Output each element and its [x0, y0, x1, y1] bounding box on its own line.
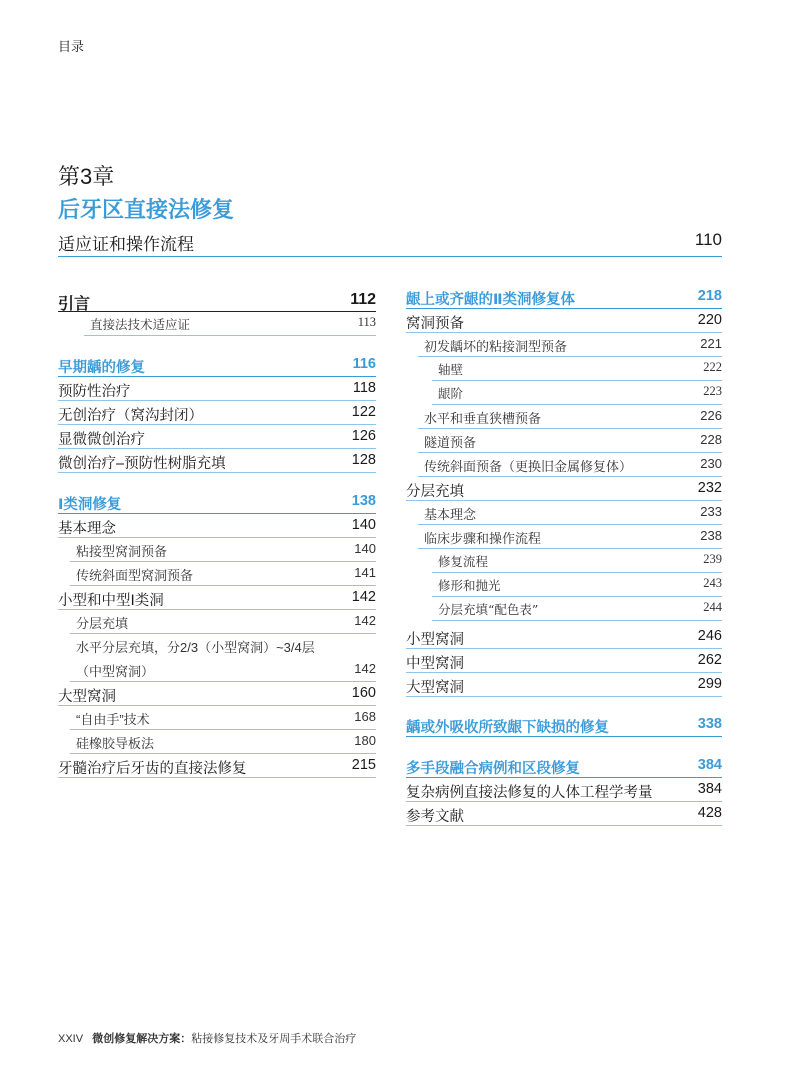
toc-entry[interactable] [432, 381, 722, 405]
toc-entry[interactable] [58, 514, 376, 538]
toc-entry[interactable] [58, 449, 376, 473]
toc-entry[interactable] [406, 802, 722, 826]
toc-title: 水平分层充填，分2/3（小型窝洞）~3/4层 [76, 640, 315, 655]
toc-title: 粘接型窝洞预备 [76, 544, 168, 559]
page-number: 233 [700, 504, 722, 519]
page-number: 140 [354, 541, 376, 556]
toc-section-class-ii[interactable] [406, 285, 722, 309]
toc-title: 硅橡胶导板法 [76, 736, 155, 751]
toc-entry[interactable] [58, 425, 376, 449]
footer-book-title-bold: 微创修复解决方案： [92, 1033, 192, 1045]
toc-entry[interactable] [418, 501, 722, 525]
toc-title: 微创治疗–预防性树脂充填 [58, 456, 226, 472]
page-number: 384 [697, 781, 722, 797]
header-label: 目录 [58, 39, 85, 54]
page-number: 160 [351, 685, 376, 701]
page-number: 221 [700, 336, 722, 351]
page-number: 215 [351, 757, 376, 773]
toc-title: 传统斜面型窝洞预备 [76, 568, 194, 583]
toc-title: 分层充填 [76, 616, 129, 631]
toc-entry[interactable] [58, 586, 376, 610]
toc-entry[interactable] [406, 477, 722, 501]
toc-title: 引言 [58, 296, 91, 313]
page-number: 232 [697, 480, 722, 496]
toc-title: 无创治疗（窝沟封闭） [58, 408, 203, 424]
page-number: 142 [351, 589, 376, 605]
page-number: 220 [697, 312, 722, 328]
page-number: 116 [352, 356, 376, 372]
page-number: 246 [697, 628, 722, 644]
toc-entry[interactable] [432, 549, 722, 573]
toc-title: 窝洞预备 [406, 316, 464, 332]
toc-section-multidisciplinary[interactable] [406, 754, 722, 778]
page-number: 338 [697, 716, 722, 732]
toc-title: 传统斜面预备（更换旧金属修复体） [424, 459, 633, 474]
toc-entry[interactable] [406, 309, 722, 333]
toc-entry[interactable] [418, 525, 722, 549]
toc-entry[interactable] [70, 538, 376, 562]
page-number: 122 [351, 404, 376, 420]
toc-entry[interactable] [406, 649, 722, 673]
toc-section-class-i[interactable] [58, 490, 376, 514]
page-number: 239 [703, 552, 722, 566]
page-number: 238 [700, 528, 722, 543]
toc-entry[interactable] [418, 429, 722, 453]
toc-title: 分层充填 [406, 484, 464, 500]
toc-entry[interactable] [58, 377, 376, 401]
toc-entry[interactable] [70, 610, 376, 634]
page-number: 141 [354, 565, 376, 580]
chapter-subtitle-row[interactable] [58, 230, 722, 257]
toc-title: 基本理念 [424, 507, 477, 522]
toc-entry[interactable] [432, 357, 722, 381]
toc-entry[interactable] [418, 333, 722, 357]
toc-title: 显微微创治疗 [58, 432, 145, 448]
toc-entry[interactable] [70, 730, 376, 754]
page-number: 128 [351, 452, 376, 468]
page-number: 230 [700, 456, 722, 471]
page-number: 142 [354, 613, 376, 628]
toc-section-subgingival[interactable] [406, 713, 722, 737]
toc-title: 预防性治疗 [58, 384, 131, 400]
toc-entry[interactable] [84, 312, 376, 336]
toc-title: 龈阶 [438, 386, 464, 401]
toc-title: 修形和抛光 [438, 578, 501, 593]
toc-entry[interactable] [418, 453, 722, 477]
toc-title: 临床步骤和操作流程 [424, 531, 542, 546]
page-footer [58, 1030, 356, 1046]
page-number: 223 [703, 384, 722, 398]
page-number: 299 [697, 676, 722, 692]
toc-entry[interactable] [432, 597, 722, 621]
toc-title: 复杂病例直接法修复的人体工程学考量 [406, 785, 653, 801]
toc-entry[interactable] [406, 778, 722, 802]
toc-entry-intro[interactable] [58, 288, 376, 312]
page-number: 168 [354, 709, 376, 724]
chapter-number: 第3章 [58, 164, 115, 189]
page-number: 110 [694, 230, 722, 249]
page-number: 113 [357, 315, 376, 329]
toc-title: 分层充填“配色表” [438, 602, 539, 617]
page-number: 126 [351, 428, 376, 444]
toc-title: 早期龋的修复 [58, 360, 145, 376]
toc-title: “自由手”技术 [76, 712, 150, 727]
toc-title: 小型和中型Ⅰ类洞 [58, 593, 164, 609]
page-number: 180 [354, 733, 376, 748]
page-number: 226 [700, 408, 722, 423]
page-number: 244 [703, 600, 722, 614]
toc-title: （中型窝洞） [76, 664, 155, 679]
toc-entry[interactable] [406, 625, 722, 649]
toc-entry[interactable] [418, 405, 722, 429]
toc-entry-wrapped-line1[interactable] [70, 634, 376, 657]
page-number: 218 [697, 288, 722, 304]
toc-title: 初发龋坏的粘接洞型预备 [424, 339, 568, 354]
toc-title: 隧道预备 [424, 435, 477, 450]
chapter-title: 后牙区直接法修复 [58, 197, 235, 222]
toc-title: 大型窝洞 [406, 680, 464, 696]
toc-entry-wrapped-line2[interactable] [70, 658, 376, 682]
toc-entry[interactable] [58, 754, 376, 778]
toc-title: 修复流程 [438, 554, 489, 569]
toc-entry[interactable] [58, 682, 376, 706]
toc-entry[interactable] [70, 562, 376, 586]
toc-title: 牙髓治疗后牙齿的直接法修复 [58, 761, 247, 777]
toc-title: 直接法技术适应证 [90, 317, 191, 332]
toc-title: 中型窝洞 [406, 656, 464, 672]
toc-title: 轴壁 [438, 362, 464, 377]
page-number: 138 [351, 493, 376, 509]
toc-title: 大型窝洞 [58, 689, 116, 705]
toc-title: 小型窝洞 [406, 632, 464, 648]
page-number: 118 [352, 380, 376, 396]
page-number: 262 [697, 652, 722, 668]
toc-title: 龋或外吸收所致龈下缺损的修复 [406, 720, 609, 736]
toc-title: 基本理念 [58, 521, 116, 537]
footer-book-title: 粘接修复技术及牙周手术联合治疗 [191, 1033, 357, 1045]
chapter-subtitle: 适应证和操作流程 [58, 235, 194, 254]
toc-title: 参考文献 [406, 809, 464, 825]
page-number: 142 [354, 661, 376, 676]
page-number: 384 [697, 757, 722, 773]
toc-title: 多手段融合病例和区段修复 [406, 761, 580, 777]
footer-page-number: XXIV [58, 1033, 84, 1045]
page-number: 243 [703, 576, 722, 590]
toc-title: Ⅰ类洞修复 [58, 497, 122, 513]
page-number: 112 [350, 291, 376, 308]
toc-entry[interactable] [58, 401, 376, 425]
toc-title: 水平和垂直狭槽预备 [424, 411, 542, 426]
page-number: 140 [351, 517, 376, 533]
toc-title: 龈上或齐龈的Ⅱ类洞修复体 [406, 292, 576, 308]
toc-section-early-caries[interactable] [58, 353, 376, 377]
toc-entry[interactable] [432, 573, 722, 597]
page-number: 222 [703, 360, 722, 374]
page-number: 428 [697, 805, 722, 821]
toc-entry[interactable] [406, 673, 722, 697]
toc-entry[interactable] [70, 706, 376, 730]
page-number: 228 [700, 432, 722, 447]
